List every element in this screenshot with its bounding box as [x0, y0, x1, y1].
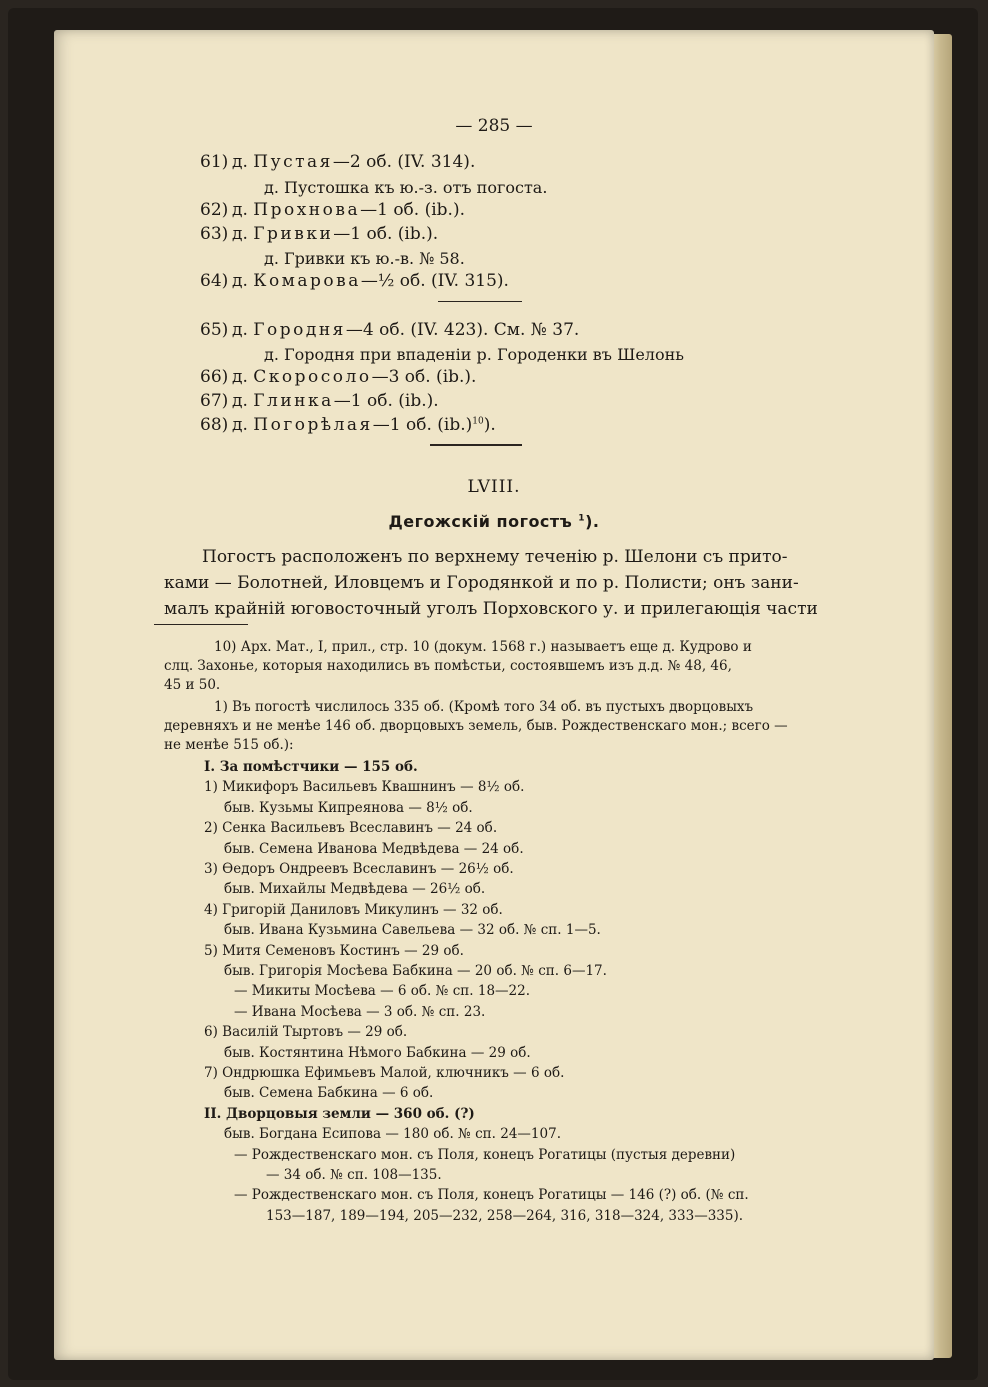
- entry-rest: —½ об. (IV. 315).: [360, 271, 509, 291]
- list-item: 5) Митя Семеновъ Костинъ — 29 об.: [204, 942, 464, 959]
- list-item: — Рождественскаго мон. съ Поля, конецъ Рогатицы — 146 (?) об. (№ сп.: [234, 1187, 749, 1204]
- entry-rest: —1 об. (ib.): [372, 415, 473, 435]
- list-item: — Микиты Мосѣева — 6 об. № сп. 18—22.: [234, 983, 530, 1000]
- entry-name: Гривки: [253, 224, 334, 244]
- list-item: быв. Ивана Кузьмина Савельева — 32 об. № сп. 1—5.: [224, 922, 601, 939]
- entry-prefix: д.: [232, 391, 248, 411]
- entry-number: 67): [200, 391, 229, 411]
- list-item: быв. Михайлы Медвѣдева — 26½ об.: [224, 881, 486, 898]
- heading-end: ).: [585, 512, 600, 531]
- footnote-divider: [154, 624, 248, 625]
- list-item: — 34 об. № сп. 108—135.: [266, 1167, 442, 1183]
- entry-number: 66): [200, 367, 229, 387]
- entry-number: 65): [200, 320, 229, 340]
- page-number: — 285 —: [455, 116, 533, 136]
- entry-name: Комарова: [253, 271, 361, 291]
- entry-prefix: д.: [232, 200, 248, 220]
- heading-text: Дегожскій погостъ: [388, 512, 573, 531]
- footnote-line: слц. Захонье, которыя находились въ помѣстьи, состоявшемъ изъ д.д. № 48, 46,: [164, 658, 732, 674]
- entry-number: 64): [200, 271, 229, 291]
- entry-rest: —1 об. (ib.).: [333, 391, 439, 411]
- paragraph-line: ками — Болотней, Иловцемъ и Городянкой и по р. Полисти; онъ зани-: [164, 573, 799, 593]
- entry-number: 63): [200, 224, 229, 244]
- footnote-line: деревняхъ и не менѣе 146 об. дворцовыхъ земель, быв. Рождественскаго мон.; всего —: [164, 718, 788, 734]
- entry-65-sub: д. Городня при впаденіи р. Городенки въ Шелонь: [264, 345, 684, 364]
- chapter-number: LVIII.: [467, 477, 521, 497]
- entry-rest: —1 об. (ib.).: [360, 200, 465, 220]
- entry-name: Городня: [253, 320, 346, 340]
- entry-61-sub: д. Пустошка къ ю.-з. отъ погоста.: [264, 178, 548, 197]
- entry-rest: —3 об. (ib.).: [371, 367, 477, 387]
- list-item: — Рождественскаго мон. съ Поля, конецъ Рогатицы (пустыя деревни): [234, 1146, 736, 1163]
- section-heading: [54, 512, 934, 531]
- entry-prefix: д.: [232, 367, 248, 387]
- entry-rest: —4 об. (IV. 423). См. № 37.: [345, 320, 580, 340]
- entry-name: Пустая: [253, 152, 333, 172]
- entry-rest: —1 об. (ib.).: [333, 224, 439, 244]
- list-item: 153—187, 189—194, 205—232, 258—264, 316, 318—324, 333—335).: [266, 1207, 744, 1224]
- entry-number: 68): [200, 415, 229, 435]
- list-item: — Ивана Мосѣева — 3 об. № сп. 23.: [234, 1003, 486, 1020]
- entry-prefix: д.: [232, 152, 248, 172]
- entry-prefix: д.: [232, 224, 248, 244]
- paragraph-line: малъ крайній юговосточный уголъ Порховского у. и прилегающія части: [164, 599, 818, 619]
- list-item: 3) Ѳедоръ Ондреевъ Всеславинъ — 26½ об.: [204, 861, 514, 877]
- entry-prefix: д.: [232, 320, 248, 340]
- footnote-line: 45 и 50.: [164, 677, 221, 693]
- list-item: 6) Василій Тыртовъ — 29 об.: [204, 1024, 408, 1041]
- entry-number: 62): [200, 200, 229, 220]
- footnote-10: [164, 638, 870, 695]
- entry-rest: —2 об. (IV. 314).: [332, 152, 476, 172]
- list-item: быв. Григорія Мосѣева Бабкина — 20 об. № сп. 6—17.: [224, 963, 607, 979]
- list-item: быв. Богдана Есипова — 180 об. № сп. 24—107.: [224, 1126, 561, 1143]
- list-item: быв. Кузьмы Кипреянова — 8½ об.: [224, 799, 473, 816]
- chapter-divider: [430, 444, 522, 446]
- list-item: 4) Григорій Даниловъ Микулинъ — 32 об.: [204, 901, 503, 918]
- entry-prefix: д.: [232, 415, 248, 435]
- list-item: быв. Семена Бабкина — 6 об.: [224, 1085, 434, 1102]
- list-item: быв. Семена Иванова Медвѣдева — 24 об.: [224, 840, 524, 857]
- footnote-line: не менѣе 515 об.):: [164, 737, 294, 753]
- footnote-line: 10) Арх. Мат., I, прил., стр. 10 (докум. 1568 г.) называетъ еще д. Кудрово и: [214, 639, 752, 655]
- section-divider: [438, 301, 522, 302]
- page-edge: [932, 34, 952, 1358]
- heading-footnote-ref: 1: [578, 513, 586, 524]
- footnote-ref: 10: [472, 416, 484, 427]
- paragraph-line: Погостъ расположенъ по верхнему теченію р. Шелони съ прито-: [202, 547, 788, 567]
- entry-number: 61): [200, 152, 229, 172]
- entry-name: Погорѣлая: [253, 415, 373, 435]
- body-paragraph: [164, 544, 870, 622]
- entry-name: Скоросоло: [253, 367, 372, 387]
- entry-end: ).: [483, 415, 496, 435]
- list-item: 7) Ондрюшка Ефимьевъ Малой, ключникъ — 6 об.: [204, 1065, 565, 1081]
- list-item: 1) Микифоръ Васильевъ Квашнинъ — 8½ об.: [204, 779, 525, 796]
- list-item: 2) Сенка Васильевъ Всеславинъ — 24 об.: [204, 820, 498, 837]
- list-heading: II. Дворцовыя земли — 360 об. (?): [204, 1105, 475, 1122]
- footnote-1: [164, 698, 870, 755]
- entry-name: Прохнова: [253, 200, 361, 220]
- footnote-line: 1) Въ погостѣ числилось 335 об. (Кромѣ того 34 об. въ пустыхъ дворцовыхъ: [214, 699, 754, 715]
- list-item: быв. Костянтина Нѣмого Бабкина — 29 об.: [224, 1044, 531, 1061]
- entry-prefix: д.: [232, 271, 248, 291]
- entry-63-sub: д. Гривки къ ю.-в. № 58.: [264, 249, 465, 268]
- entry-name: Глинка: [253, 391, 334, 411]
- list-heading: I. За помѣстчики — 155 об.: [204, 759, 418, 775]
